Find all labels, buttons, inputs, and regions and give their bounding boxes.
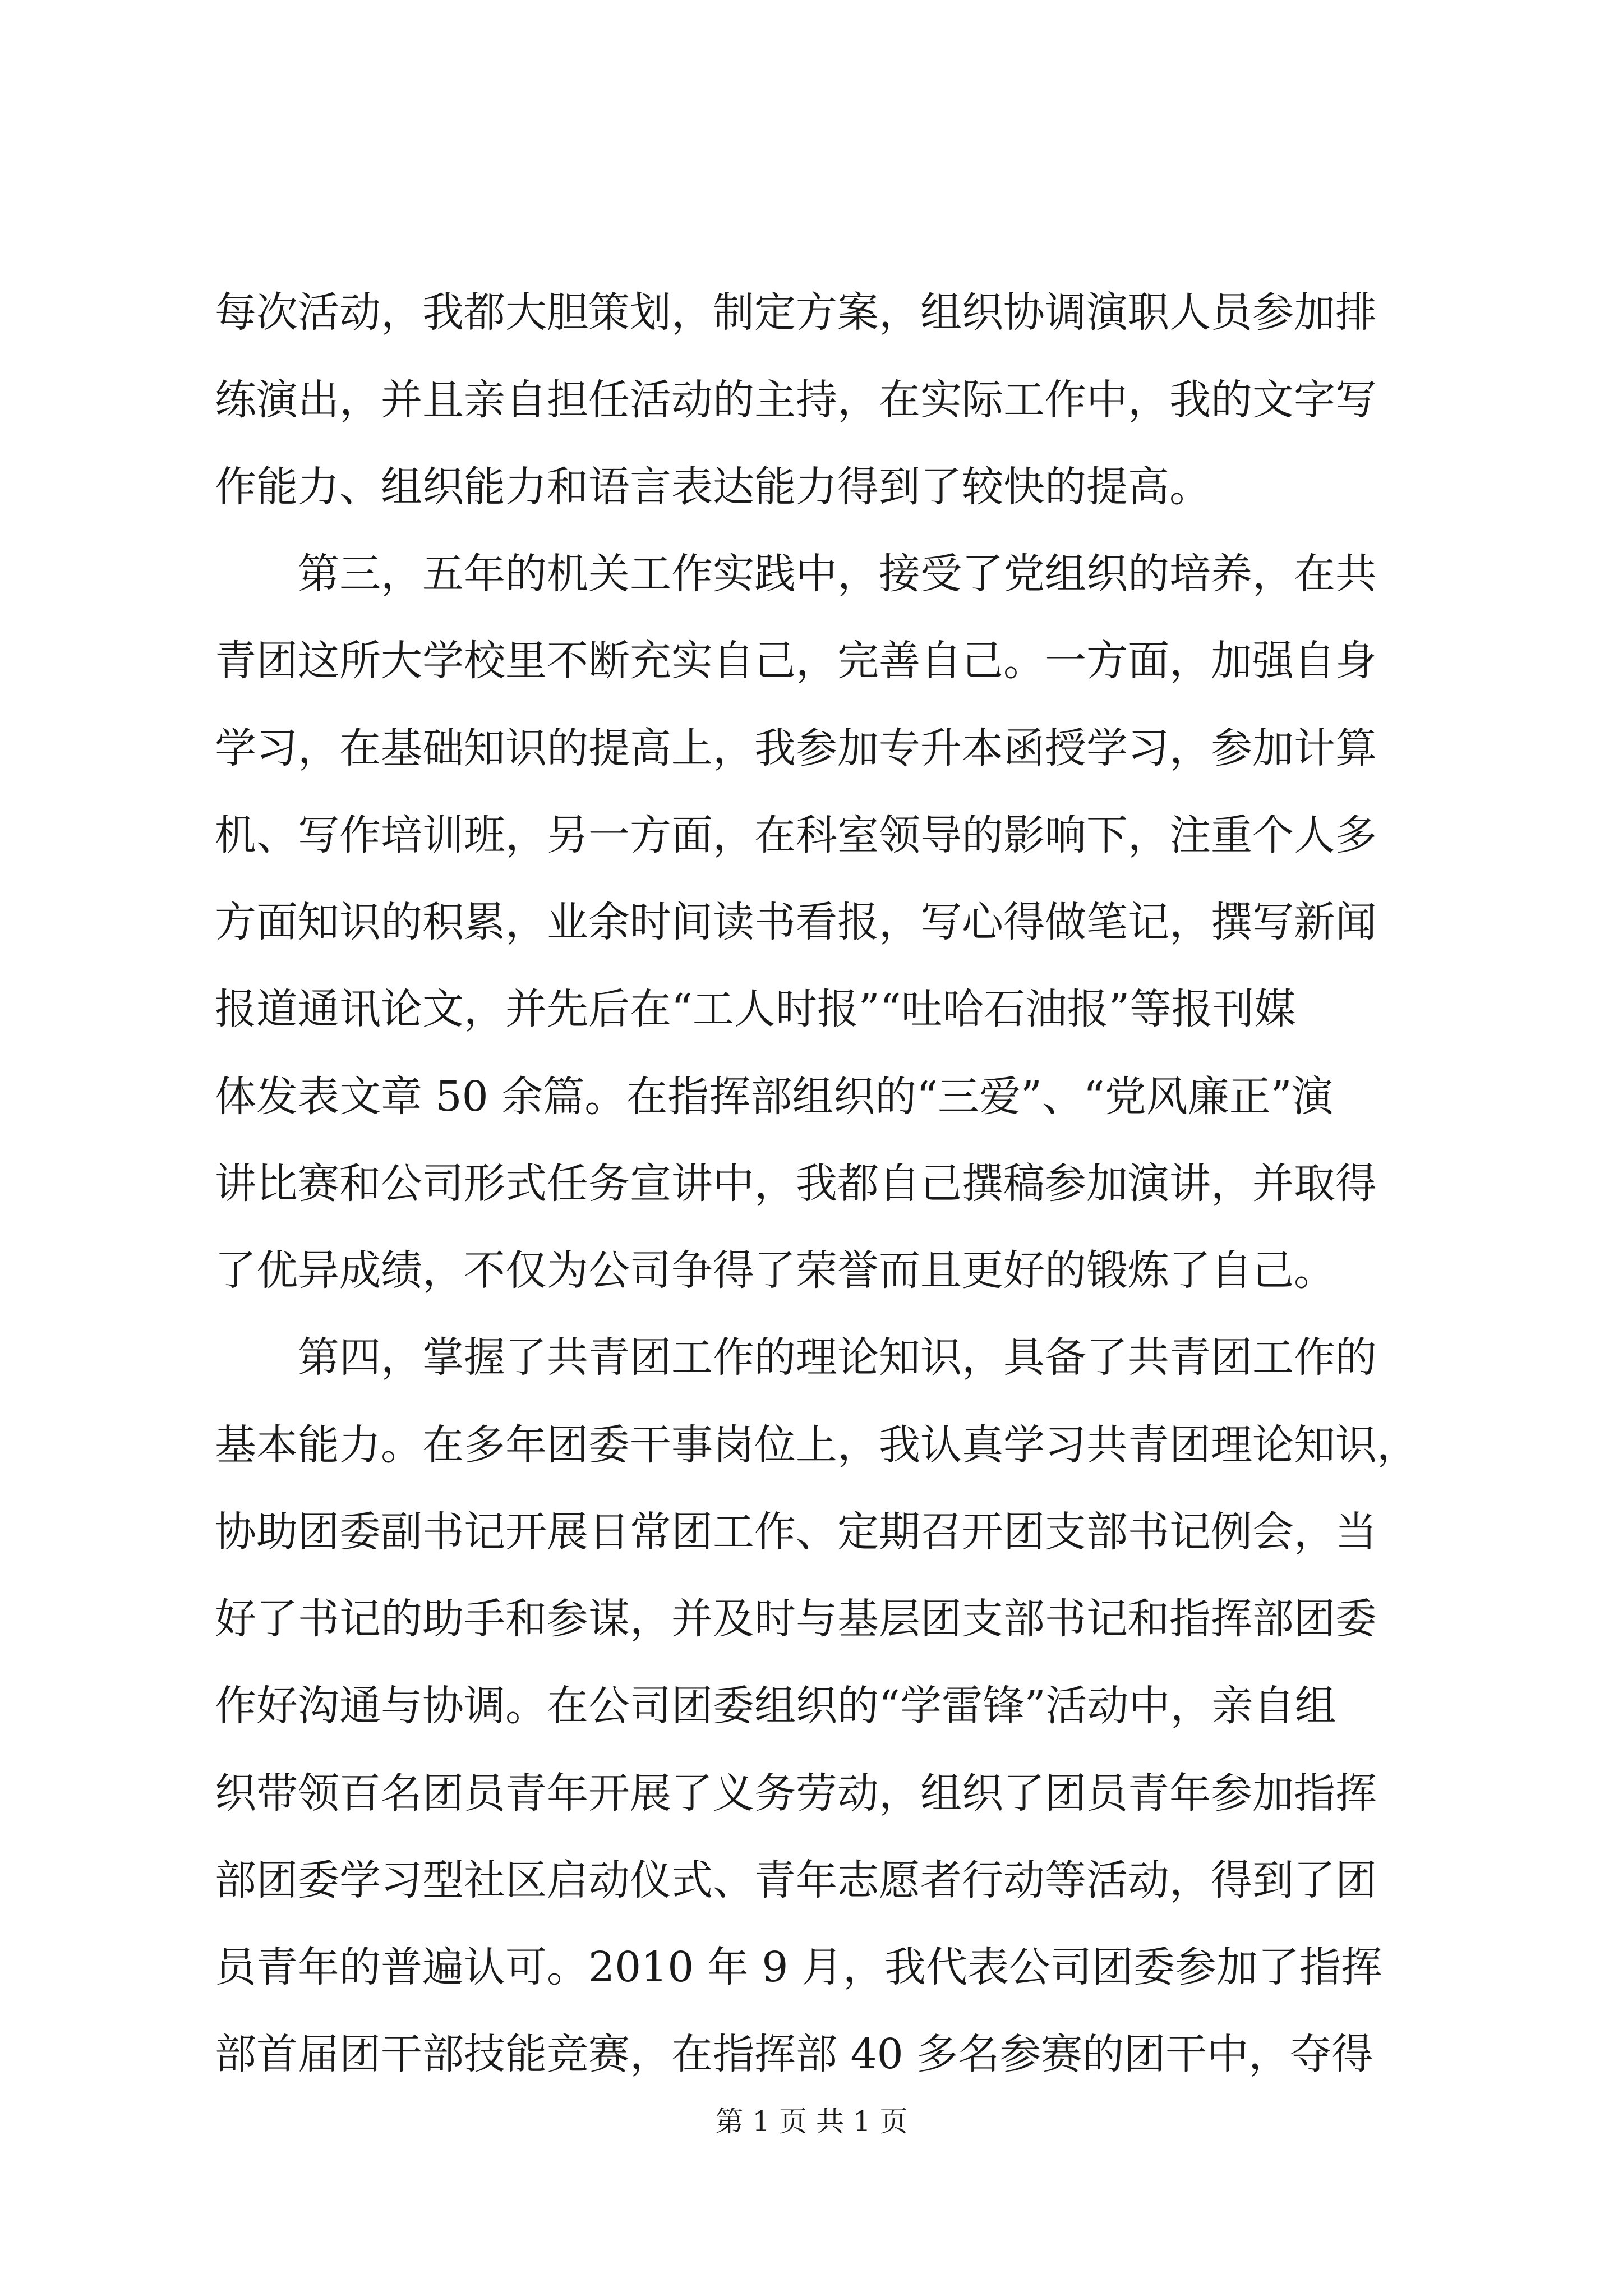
body-line: 练演出，并且亲自担任活动的主持，在实际工作中，我的文字写 <box>215 376 1377 424</box>
body-line: 作好沟通与协调。在公司团委组织的“学雷锋”活动中，亲自组 <box>215 1682 1336 1730</box>
body-line: 机、写作培训班，另一方面，在科室领导的影响下，注重个人多 <box>215 811 1377 859</box>
body-line: 作能力、组织能力和语言表达能力得到了较快的提高。 <box>215 463 1211 511</box>
body-line: 第四，掌握了共青团工作的理论知识，具备了共青团工作的 <box>215 1333 1377 1382</box>
body-line: 学习，在基础知识的提高上，我参加专升本函授学习，参加计算 <box>215 724 1377 772</box>
body-line: 体发表文章 50 余篇。在指挥部组织的“三爱”、“党风廉正”演 <box>215 1073 1334 1121</box>
body-line: 每次活动，我都大胆策划，制定方案，组织协调演职人员参加排 <box>215 288 1377 337</box>
body-line: 了优异成绩，不仅为公司争得了荣誉而且更好的锻炼了自己。 <box>215 1246 1335 1295</box>
body-line: 基本能力。在多年团委干事岗位上，我认真学习共青团理论知识， <box>215 1421 1418 1469</box>
body-line: 部首届团干部技能竞赛，在指挥部 40 多名参赛的团干中，夺得 <box>215 2030 1373 2078</box>
body-line: 协助团委副书记开展日常团工作、定期召开团支部书记例会，当 <box>215 1508 1377 1556</box>
body-line: 报道通讯论文，并先后在“工人时报”“吐哈石油报”等报刊媒 <box>215 985 1296 1033</box>
page-number-footer: 第 1 页 共 1 页 <box>715 2105 908 2138</box>
body-line: 方面知识的积累，业余时间读书看报，写心得做笔记，撰写新闻 <box>215 898 1377 946</box>
body-line: 第三，五年的机关工作实践中，接受了党组织的培养，在共 <box>215 550 1377 598</box>
body-line: 员青年的普遍认可。2010 年 9 月，我代表公司团委参加了指挥 <box>215 1943 1382 1991</box>
body-line: 好了书记的助手和参谋，并及时与基层团支部书记和指挥部团委 <box>215 1595 1377 1643</box>
body-line: 织带领百名团员青年开展了义务劳动，组织了团员青年参加指挥 <box>215 1769 1377 1818</box>
body-line: 讲比赛和公司形式任务宣讲中，我都自己撰稿参加演讲，并取得 <box>215 1159 1377 1208</box>
body-line: 青团这所大学校里不断充实自己，完善自己。一方面，加强自身 <box>215 637 1377 685</box>
body-line: 部团委学习型社区启动仪式、青年志愿者行动等活动，得到了团 <box>215 1856 1377 1904</box>
